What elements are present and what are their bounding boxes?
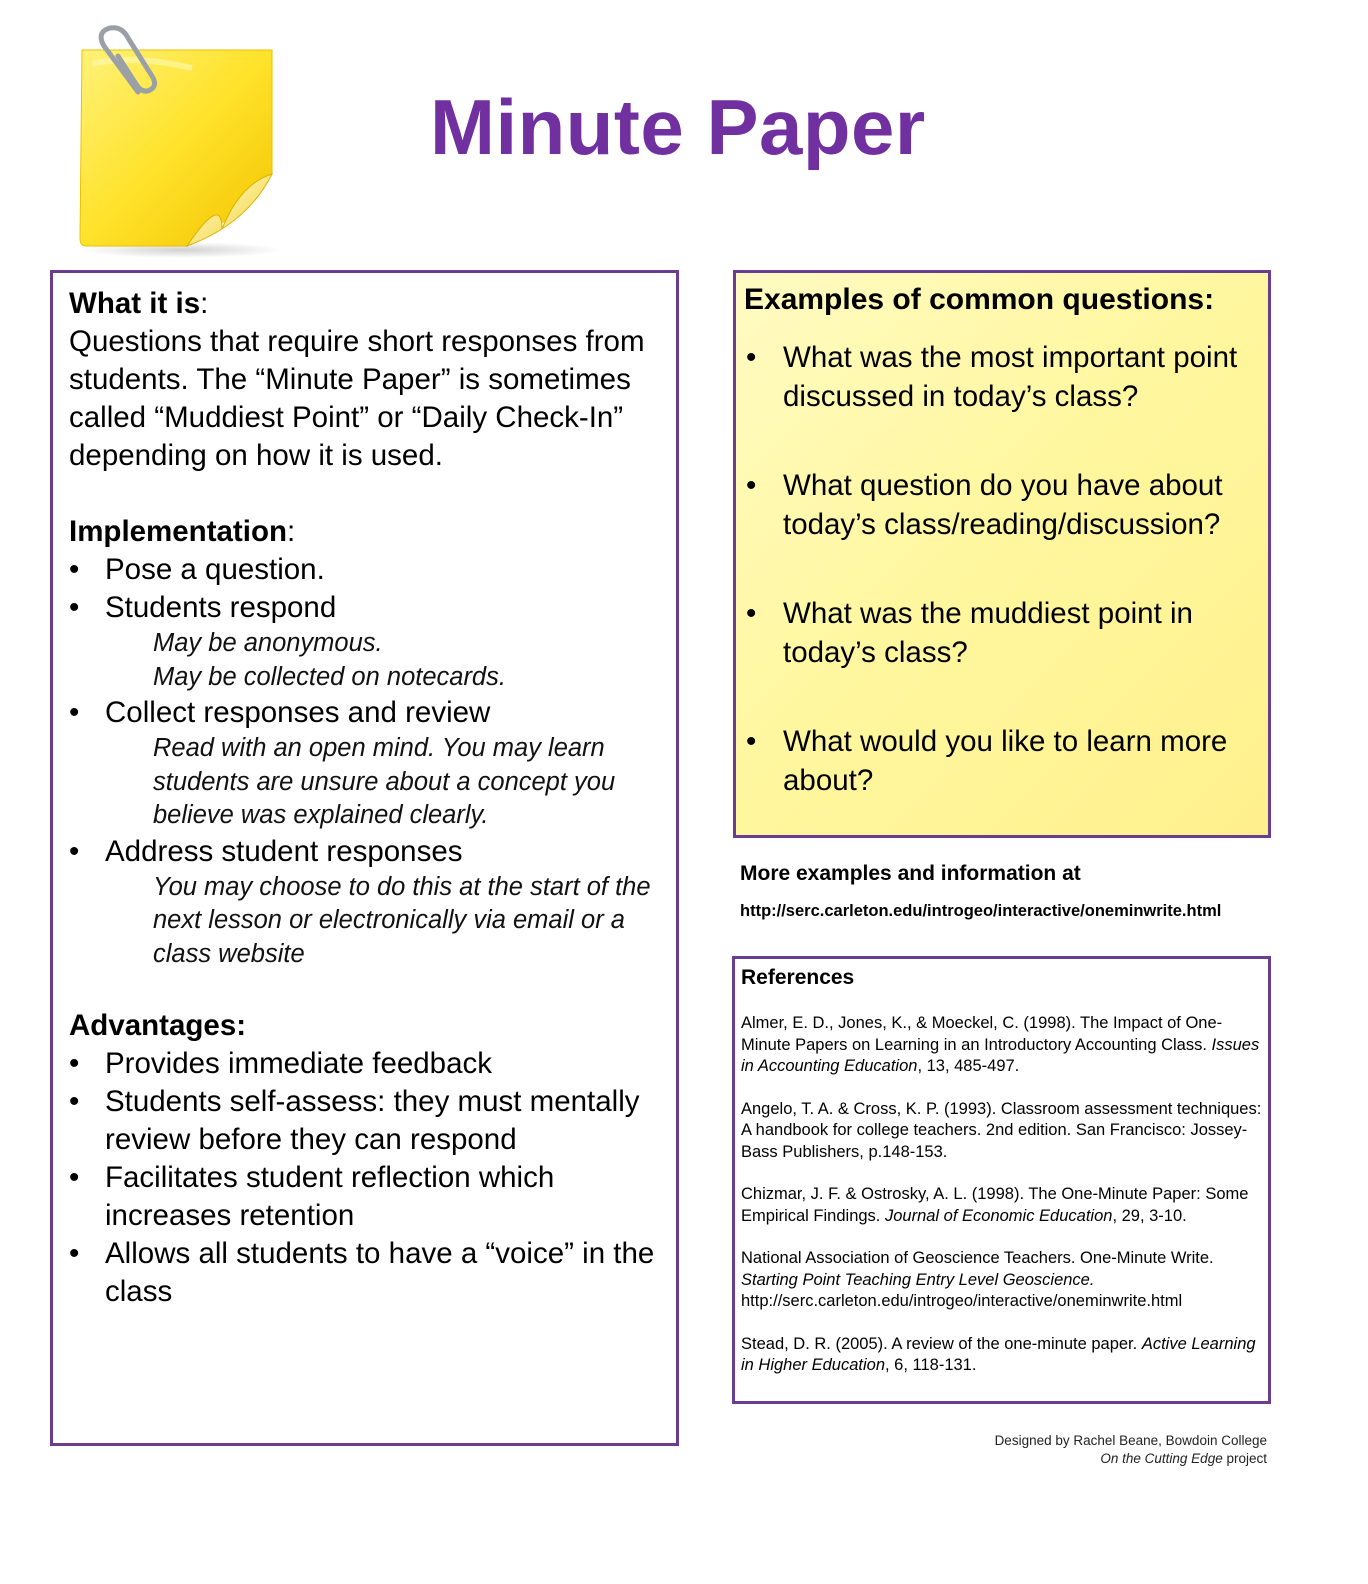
list-item: • Students respond bbox=[69, 589, 660, 627]
list-note: Read with an open mind. You may learn students are unsure about a concept you believe was explained clearly. bbox=[153, 734, 616, 829]
list-note: May be collected on notecards. bbox=[153, 662, 506, 691]
list-item: • Pose a question. bbox=[69, 551, 660, 589]
list-item: • What was the muddiest point in today’s class? bbox=[744, 595, 1260, 672]
reference-item: Almer, E. D., Jones, K., & Moeckel, C. (1998). The Impact of One-Minute Papers on Learning in an Introductory Accounting Class. Issues in Accounting Education, 13, 485-497. bbox=[741, 1014, 1260, 1075]
list-item: • Provides immediate feedback bbox=[69, 1045, 660, 1083]
examples-heading: Examples of common questions: bbox=[744, 283, 1215, 316]
list-item: • Allows all students to have a “voice” in the class bbox=[69, 1235, 660, 1311]
description-panel bbox=[50, 270, 679, 1446]
reference-item: Angelo, T. A. & Cross, K. P. (1993). Classroom assessment techniques: A handbook for college teachers. 2nd edition. San Francisco: Jossey-Bass Publishers, p.148-153. bbox=[741, 1099, 1262, 1161]
page-title: Minute Paper bbox=[430, 83, 926, 171]
list-item: • What would you like to learn more about? bbox=[744, 723, 1260, 800]
list-item: • Facilitates student reflection which increases retention bbox=[69, 1159, 660, 1235]
list-note: May be anonymous. bbox=[153, 629, 383, 657]
reference-item: National Association of Geoscience Teachers. One-Minute Write. Starting Point Teaching Entry Level Geoscience. http://serc.carleton.edu/introgeo/interactive/oneminwrite.html bbox=[741, 1249, 1214, 1310]
more-info-label: More examples and information at bbox=[740, 862, 1081, 885]
references-heading: References bbox=[741, 966, 855, 989]
list-item: • Address student responses bbox=[69, 833, 660, 871]
references-panel bbox=[732, 956, 1271, 1404]
reference-item: Stead, D. R. (2005). A review of the one-minute paper. Active Learning in Higher Education, 6, 118-131. bbox=[741, 1334, 1256, 1374]
list-item: • Students self-assess: they must mentally review before they can respond bbox=[69, 1083, 660, 1159]
examples-list bbox=[744, 339, 1260, 800]
more-info bbox=[740, 860, 1280, 922]
list-item: • Collect responses and review bbox=[69, 694, 660, 732]
list-item: • What was the most important point discussed in today’s class? bbox=[744, 339, 1260, 416]
advantages-heading: Advantages: bbox=[69, 1009, 247, 1042]
reference-item: Chizmar, J. F. & Ostrosky, A. L. (1998). The One-Minute Paper: Some Empirical Findings. Journal of Economic Education, 29, 3-10. bbox=[741, 1185, 1249, 1225]
list-note: You may choose to do this at the start of the next lesson or electronically via email or a class website bbox=[153, 872, 651, 968]
examples-panel bbox=[733, 270, 1271, 838]
more-info-link[interactable]: http://serc.carleton.edu/introgeo/interactive/oneminwrite.html bbox=[740, 902, 1222, 920]
what-it-is-heading: What it is: bbox=[69, 287, 209, 320]
implementation-heading: Implementation: bbox=[69, 515, 296, 548]
advantages-list bbox=[69, 1045, 660, 1311]
sticky-note-icon bbox=[72, 24, 282, 259]
implementation-list bbox=[69, 551, 660, 627]
footer-credit: Designed by Rachel Beane, Bowdoin College On the Cutting Edge project bbox=[994, 1433, 1267, 1466]
list-item: • What question do you have about today’s class/reading/discussion? bbox=[744, 467, 1260, 544]
what-it-is-text: Questions that require short responses from students. The “Minute Paper” is sometimes called “Muddiest Point” or “Daily Check-In” depending on how it is used. bbox=[69, 325, 645, 472]
